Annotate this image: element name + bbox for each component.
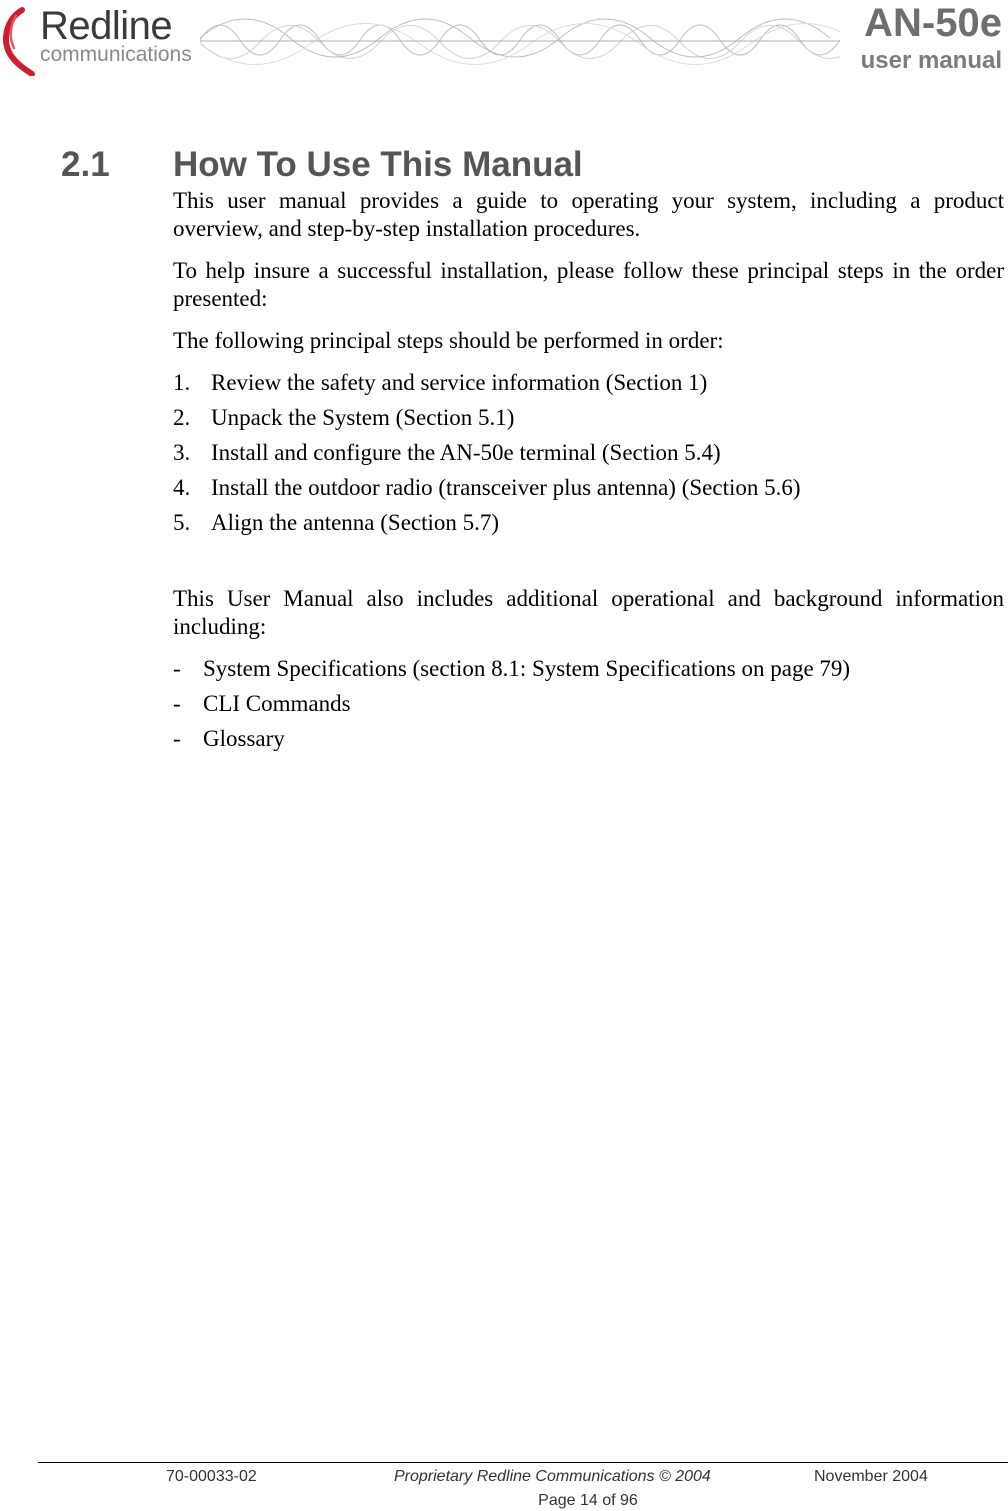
step-text: Unpack the System (Section 5.1) (211, 405, 515, 430)
step-text: Install the outdoor radio (transceiver plus antenna) (Section 5.6) (211, 475, 801, 500)
step-text: Review the safety and service information (Section 1) (211, 370, 708, 395)
list-marker: - (173, 691, 181, 716)
footer-proprietary: Proprietary Redline Communications © 2004 (394, 1468, 711, 1485)
steps-list (173, 369, 1004, 544)
list-marker: - (173, 726, 181, 751)
footer-date: November 2004 (814, 1468, 928, 1485)
list-item (173, 474, 1004, 509)
list-item-text: CLI Commands (203, 691, 351, 716)
paragraph: This user manual provides a guide to operating your system, including a product overview, and step-by-step installation procedures. (173, 188, 1004, 241)
step-text: Align the antenna (Section 5.7) (211, 510, 500, 535)
list-item-text: System Specifications (section 8.1: System Specifications on page 79) (203, 656, 851, 681)
paragraph: This User Manual also includes additional operational and background information including: (173, 586, 1004, 639)
waveform-decoration-icon (200, 0, 840, 86)
section-number: 2.1 (61, 145, 110, 184)
paragraph: The following principal steps should be performed in order: (173, 328, 724, 353)
paragraph: To help insure a successful installation, please follow these principal steps in the order presented: (173, 258, 1004, 311)
section-heading (61, 144, 583, 186)
body-intro (173, 187, 1004, 544)
additional-list (173, 655, 1004, 760)
step-number: 3. (173, 440, 191, 465)
list-marker: - (173, 656, 181, 681)
product-title: AN-50e (864, 1, 1002, 45)
page-header (0, 0, 1008, 86)
step-number: 4. (173, 475, 191, 500)
step-text: Install and configure the AN-50e terminal (Section 5.4) (211, 440, 721, 465)
redline-logo-icon (0, 6, 40, 76)
footer-doc-number: 70-00033-02 (166, 1468, 257, 1485)
step-number: 5. (173, 510, 191, 535)
list-item (173, 369, 1004, 404)
list-item (173, 725, 1004, 760)
list-item (173, 509, 1004, 544)
list-item (173, 404, 1004, 439)
section-title: How To Use This Manual (173, 145, 583, 184)
product-subtitle: user manual (860, 47, 1002, 74)
footer-divider (38, 1462, 1008, 1463)
list-item (173, 690, 1004, 725)
list-item-text: Glossary (203, 726, 285, 751)
list-item (173, 655, 1004, 690)
body-additional (173, 585, 1004, 760)
list-item (173, 439, 1004, 474)
step-number: 2. (173, 405, 191, 430)
step-number: 1. (173, 370, 191, 395)
logo-subtitle: communications (40, 43, 192, 66)
footer-page-number: Page 14 of 96 (538, 1492, 638, 1509)
logo-name: Redline (40, 4, 173, 48)
